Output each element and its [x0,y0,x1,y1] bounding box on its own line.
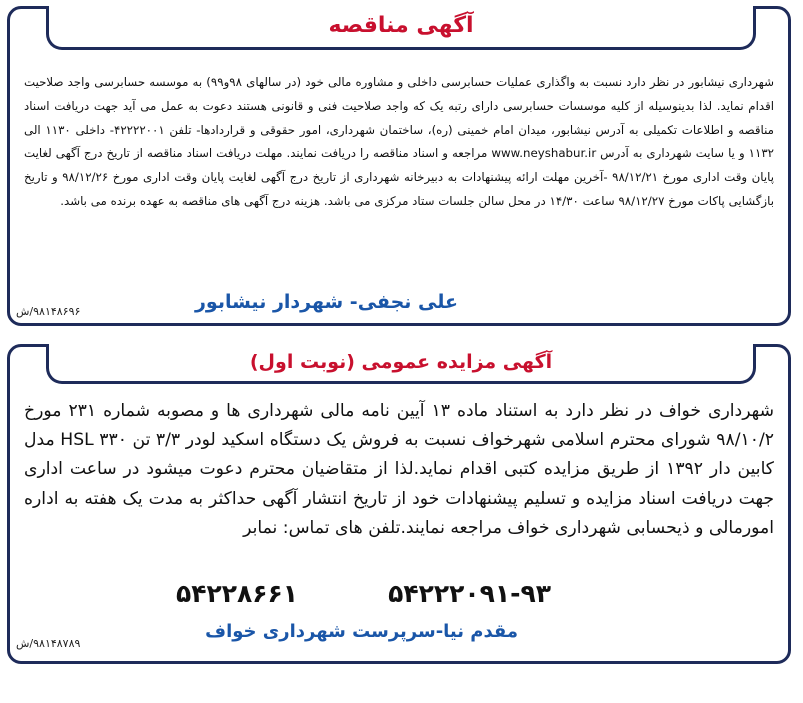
ad-title: آگهی مناقصه [328,13,474,38]
ad-code: ۹۸۱۴۸۷۸۹/ش [16,637,81,650]
ad-signature: مقدم نیا-سرپرست شهرداری خواف [205,621,518,642]
ad-body: شهرداری خواف در نظر دارد به استناد ماده ۱۳ آیین نامه مالی شهرداری ها و مصوبه شماره ۲۳۱ مورخ ۹۸/۱۰/۲ شورای محترم اسلامی شهرخواف نسبت به فروش یک دستگاه اسکید لودر ۳/۳ تن ۳۳۰ HSL مدل کابین دار ۱۳۹۲ از طریق مزایده کتبی اقدام نماید.لذا از متقاضیان محترم دعوت میشود در ساعت اداری جهت دریافت اسناد مزایده و تسلیم پیشنهادات خود از تاریخ انتشار آگهی حداکثر به مدت یک هفته به اداره امورمالی و ذیحسابی شهرداری خواف مراجعه نمایند.تلفن های تماس: نمابر [24,401,775,538]
ad-code: ۹۸۱۴۸۶۹۶/ش [16,305,81,318]
contact-phones [86,579,551,608]
phone-number: ۵۴۲۲۲۰۹۱-۹۳ [388,579,552,608]
ad-title-tab [46,6,756,50]
fax-number: ۵۴۲۲۸۶۶۱ [176,579,299,608]
tender-ad [7,6,791,326]
auction-ad [7,344,791,664]
ad-title: آگهی مزایده عمومی (نوبت اول) [249,351,553,373]
ad-body: شهرداری نیشابور در نظر دارد نسبت به واگذاری عملیات حسابرسی داخلی و مشاوره مالی خود (در سالهای ۹۸و۹۹) به موسسه حسابرسی واجد صلاحیت اقدام نماید. لذا بدینوسیله از کلیه موسسات حسابرسی دارای رتبه یک که واجد صلاحیت فنی و قانونی هستند دعوت به عمل می آید جهت دریافت اسناد مناقصه و اطلاعات تکمیلی به آدرس نیشابور، میدان امام خمینی (ره)، ساختمان شهرداری، امور حقوقی و قراردادها- تلفن ۴۲۲۲۲۰۰۱- داخلی ۱۱۳۰ الی ۱۱۳۲ و یا سایت شهرداری به آدرس www.neyshabur.ir مراجعه و اسناد مناقصه را دریافت نمایند. مهلت دریافت اسناد مناقصه از تاریخ درج آگهی لغایت پایان وقت اداری مورخ ۹۸/۱۲/۲۱ -آخرین مهلت ارائه پیشنهادات به دبیرخانه شهرداری از تاریخ درج آگهی لغایت پایان وقت اداری مورخ ۹۸/۱۲/۲۶ و تاریخ بازگشایی پاکات مورخ ۹۸/۱۲/۲۷ ساعت ۱۴/۳۰ در محل سالن جلسات ستاد مرکزی می باشد. هزینه درج آگهی های مناقصه به عهده برنده می باشد. [24,75,775,208]
ad-title-tab [46,344,756,384]
ad-signature: علی نجفی- شهردار نیشابور [194,291,458,313]
